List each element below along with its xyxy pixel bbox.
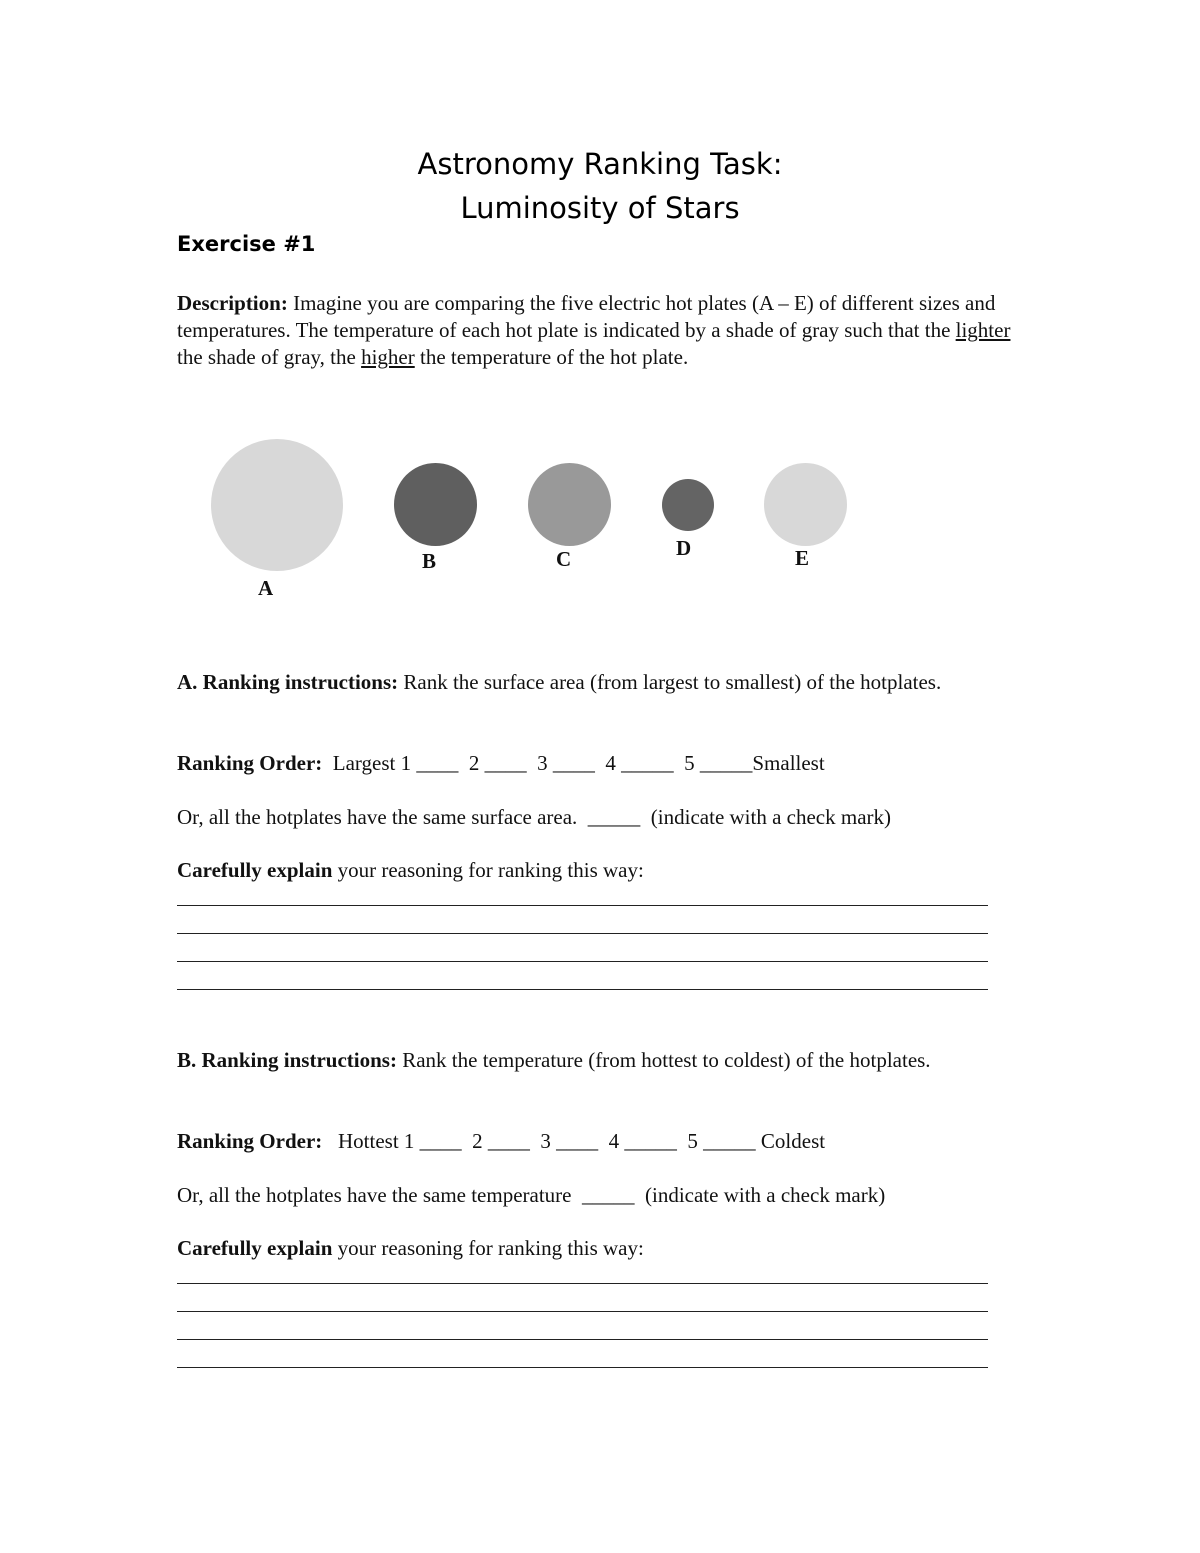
part-b-answer-line-3[interactable] (177, 1339, 988, 1340)
hot-plate-c (528, 463, 611, 546)
description-lighter: lighter (955, 318, 1011, 342)
part-a-answer-line-1[interactable] (177, 905, 988, 906)
part-a-order-text: Largest 1 ____ 2 ____ 3 ____ 4 _____ 5 _____Smallest (322, 751, 825, 775)
part-a-answer-line-2[interactable] (177, 933, 988, 934)
hot-plate-label-c: C (556, 547, 572, 571)
part-b-instructions (177, 1047, 977, 1074)
part-b-explain-text: your reasoning for ranking this way: (332, 1236, 644, 1260)
part-b-order-label: Ranking Order: (177, 1129, 323, 1153)
part-b-instruction-text: Rank the temperature (from hottest to coldest) of the hotplates. (396, 1048, 931, 1072)
part-a-heading: A. Ranking instructions: (177, 670, 399, 694)
hot-plate-label-b: B (422, 549, 437, 573)
part-a-answer-line-3[interactable] (177, 961, 988, 962)
part-a-same-option: Or, all the hotplates have the same surface area. _____ (indicate with a check mark) (177, 805, 892, 829)
part-b-answer-line-1[interactable] (177, 1283, 988, 1284)
part-a-explain-text: your reasoning for ranking this way: (332, 858, 644, 882)
hot-plate-a (211, 439, 343, 571)
hot-plate-label-a: A (258, 576, 274, 600)
part-b-same-option: Or, all the hotplates have the same temperature _____ (indicate with a check mark) (177, 1183, 886, 1207)
hot-plate-e (764, 463, 847, 546)
part-b-heading: B. Ranking instructions: (177, 1048, 397, 1072)
hot-plate-label-d: D (676, 536, 692, 560)
part-a-answer-line-4[interactable] (177, 989, 988, 990)
part-a-explain-bold: Carefully explain (177, 858, 333, 882)
part-a-ranking-order (177, 751, 825, 776)
title-line-2: Luminosity of Stars (460, 191, 740, 225)
hot-plate-d (662, 479, 714, 531)
title-line-1: Astronomy Ranking Task: (417, 147, 783, 181)
part-b-answer-line-4[interactable] (177, 1367, 988, 1368)
part-a-explain-prompt (177, 858, 644, 883)
part-b-explain-prompt (177, 1236, 644, 1261)
hot-plate-b (394, 463, 477, 546)
part-b-ranking-order (177, 1129, 825, 1154)
description-higher: higher (361, 345, 415, 369)
part-b-order-text: Hottest 1 ____ 2 ____ 3 ____ 4 _____ 5 _____ Coldest (322, 1129, 826, 1153)
part-a-instruction-text: Rank the surface area (from largest to smallest) of the hotplates. (398, 670, 942, 694)
hot-plate-label-e: E (795, 546, 810, 570)
description-text-2: the shade of gray, the (177, 345, 362, 369)
description-text-1: Imagine you are comparing the five electric hot plates (A – E) of different sizes and temperatures. The temperature of each hot plate is indicated by a shade of gray such that the (177, 291, 996, 342)
part-b-answer-line-2[interactable] (177, 1311, 988, 1312)
part-a-instructions (177, 669, 977, 696)
part-a-order-label: Ranking Order: (177, 751, 323, 775)
description-label: Description: (177, 291, 288, 315)
exercise-heading: Exercise #1 (177, 232, 316, 256)
description-text-3: the temperature of the hot plate. (414, 345, 689, 369)
description-paragraph (177, 290, 1037, 371)
part-b-explain-bold: Carefully explain (177, 1236, 333, 1260)
